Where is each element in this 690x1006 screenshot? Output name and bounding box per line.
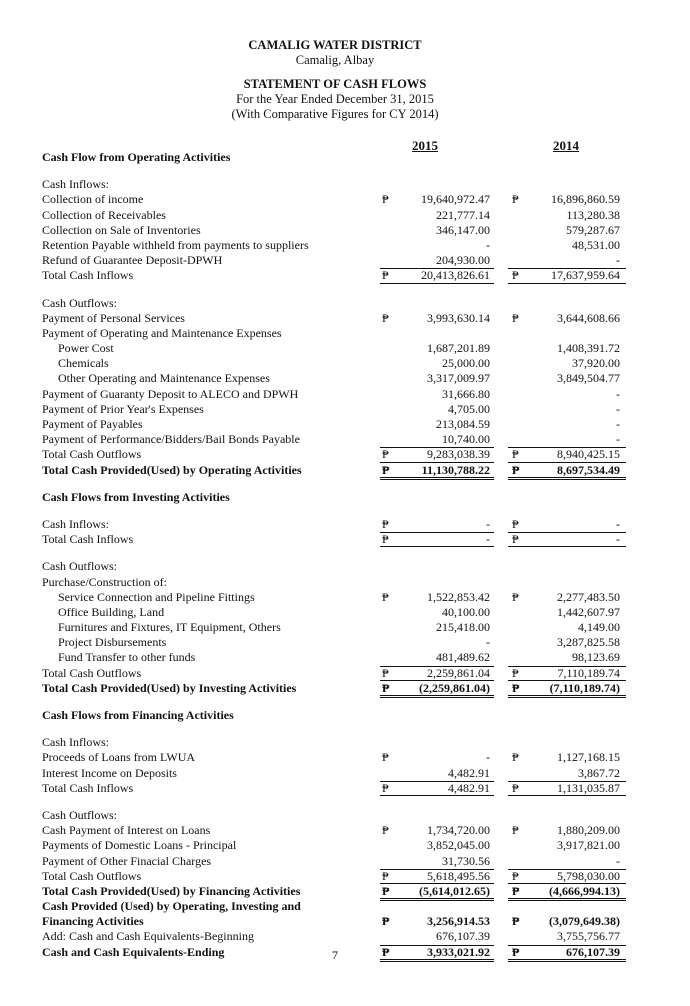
amount-2015: 215,418.00 bbox=[436, 620, 490, 635]
amount-2014: - bbox=[616, 516, 620, 531]
row-label: Collection of income bbox=[42, 192, 144, 207]
peso-sign: ₱ bbox=[512, 516, 519, 531]
amount-2014: (3,079,649.38) bbox=[549, 914, 620, 929]
row-label: Payment of Personal Services bbox=[42, 310, 185, 325]
statement-row bbox=[0, 517, 690, 532]
amount-2014: 2,277,483.50 bbox=[557, 589, 620, 604]
row-label: Total Cash Inflows bbox=[42, 532, 134, 547]
peso-sign: ₱ bbox=[512, 532, 519, 547]
statement-row bbox=[0, 417, 690, 432]
amount-2014: 48,531.00 bbox=[572, 237, 620, 252]
statement-row bbox=[0, 838, 690, 853]
peso-sign: ₱ bbox=[512, 665, 519, 680]
amount-2014: 5,798,030.00 bbox=[557, 868, 620, 883]
row-label: Cash Inflows: bbox=[42, 516, 109, 531]
row-label: Power Cost bbox=[58, 341, 114, 356]
amount-2015: - bbox=[486, 516, 490, 531]
peso-sign: ₱ bbox=[382, 823, 389, 838]
amount-2014: 3,849,504.77 bbox=[557, 371, 620, 386]
cash-flow-table bbox=[0, 150, 690, 960]
amount-2015: 25,000.00 bbox=[442, 356, 490, 371]
amount-2014: 3,755,756.77 bbox=[557, 929, 620, 944]
rule-line bbox=[508, 781, 626, 782]
statement-row bbox=[0, 808, 690, 823]
row-label: Total Cash Inflows bbox=[42, 780, 134, 795]
amount-2015: 3,852,045.00 bbox=[427, 838, 490, 853]
amount-2014: - bbox=[616, 432, 620, 447]
statement-row bbox=[0, 735, 690, 750]
row-label: Add: Cash and Cash Equivalents-Beginning bbox=[42, 929, 254, 944]
amount-2015: 213,084.59 bbox=[436, 417, 490, 431]
peso-sign: ₱ bbox=[512, 914, 520, 929]
page-number: 7 bbox=[332, 948, 338, 962]
amount-2015: 1,522,853.42 bbox=[427, 589, 490, 604]
row-label: Payment of Other Finacial Charges bbox=[42, 853, 212, 868]
row-spacer bbox=[0, 796, 690, 808]
statement-row bbox=[0, 681, 690, 696]
amount-2014: - bbox=[616, 417, 620, 431]
rule-line bbox=[508, 666, 626, 667]
row-spacer bbox=[0, 696, 690, 708]
row-label: Collection on Sale of Inventories bbox=[42, 222, 201, 237]
row-spacer bbox=[0, 284, 690, 296]
row-label: Collection of Receivables bbox=[42, 207, 166, 222]
amount-2015: 676,107.39 bbox=[436, 929, 490, 944]
rule-line bbox=[380, 869, 494, 870]
amount-2015: 4,482.91 bbox=[448, 780, 490, 795]
amount-2015: 3,993,630.14 bbox=[427, 310, 490, 325]
row-label: Cash Provided (Used) by Operating, Investing and bbox=[42, 899, 301, 914]
statement-row bbox=[0, 238, 690, 253]
amount-2015: 1,734,720.00 bbox=[427, 823, 490, 838]
amount-2015: - bbox=[486, 750, 490, 765]
statement-row bbox=[0, 341, 690, 356]
row-label: Chemicals bbox=[58, 356, 109, 371]
statement-row bbox=[0, 223, 690, 238]
amount-2014: 1,127,168.15 bbox=[557, 750, 620, 765]
column-header-2015: 2015 bbox=[412, 138, 438, 153]
row-label: Cash Outflows: bbox=[42, 559, 117, 574]
peso-sign: ₱ bbox=[382, 192, 389, 207]
statement-row bbox=[0, 823, 690, 838]
org-location: Camalig, Albay bbox=[295, 53, 375, 67]
amount-2015: 3,256,914.53 bbox=[427, 914, 490, 929]
peso-sign: ₱ bbox=[512, 868, 519, 883]
row-spacer bbox=[0, 165, 690, 177]
amount-2015: - bbox=[486, 635, 490, 650]
rule-line bbox=[508, 869, 626, 870]
statement-row bbox=[0, 532, 690, 547]
amount-2014: 16,896,860.59 bbox=[551, 192, 620, 207]
statement-row bbox=[0, 884, 690, 899]
rule-line bbox=[508, 268, 626, 269]
amount-2014: 3,287,825.58 bbox=[557, 635, 620, 650]
amount-2014: 113,280.38 bbox=[566, 207, 620, 222]
rule-line bbox=[508, 945, 626, 946]
peso-sign: ₱ bbox=[512, 589, 519, 604]
statement-row bbox=[0, 268, 690, 283]
row-label: Total Cash Provided(Used) by Investing Activities bbox=[42, 680, 297, 695]
amount-2014: 1,442,607.97 bbox=[557, 604, 620, 619]
amount-2015: 3,317,009.97 bbox=[427, 371, 490, 386]
statement-row bbox=[0, 296, 690, 311]
peso-sign: ₱ bbox=[382, 750, 389, 765]
statement-row bbox=[0, 432, 690, 447]
statement-row bbox=[0, 575, 690, 590]
statement-row bbox=[0, 854, 690, 869]
amount-2014: 37,920.00 bbox=[572, 356, 620, 371]
row-label: Furnitures and Fixtures, IT Equipment, Others bbox=[58, 620, 281, 635]
row-label: Other Operating and Maintenance Expenses bbox=[58, 371, 270, 386]
statement-row bbox=[0, 620, 690, 635]
row-label: Total Cash Outflows bbox=[42, 447, 142, 462]
row-label: Proceeds of Loans from LWUA bbox=[42, 750, 196, 765]
statement-row bbox=[0, 708, 690, 723]
row-label: Cash Outflows: bbox=[42, 295, 117, 310]
peso-sign: ₱ bbox=[382, 868, 389, 883]
peso-sign: ₱ bbox=[512, 462, 520, 477]
rule-line bbox=[508, 532, 626, 533]
row-label: Cash Inflows: bbox=[42, 177, 109, 192]
amount-2014: 1,131,035.87 bbox=[557, 780, 620, 795]
amount-2014: 1,880,209.00 bbox=[557, 823, 620, 838]
amount-2014: 676,107.39 bbox=[566, 944, 620, 959]
statement-row bbox=[0, 208, 690, 223]
statement-row bbox=[0, 402, 690, 417]
statement-row bbox=[0, 387, 690, 402]
row-spacer bbox=[0, 505, 690, 517]
row-label: Cash Flow from Operating Activities bbox=[42, 150, 231, 164]
amount-2015: (5,614,012.65) bbox=[419, 883, 490, 898]
amount-2014: 1,408,391.72 bbox=[557, 341, 620, 356]
row-spacer bbox=[0, 547, 690, 559]
row-label: Payment of Operating and Maintenance Expenses bbox=[42, 325, 282, 340]
row-label: Purchase/Construction of: bbox=[42, 574, 167, 589]
document-header bbox=[0, 38, 670, 122]
peso-sign: ₱ bbox=[512, 680, 520, 695]
amount-2015: (2,259,861.04) bbox=[419, 680, 490, 695]
statement-row bbox=[0, 781, 690, 796]
amount-2014: 7,110,189.74 bbox=[557, 665, 620, 680]
peso-sign: ₱ bbox=[512, 823, 519, 838]
statement-row bbox=[0, 899, 690, 914]
peso-sign: ₱ bbox=[382, 447, 389, 462]
row-label: Total Cash Inflows bbox=[42, 268, 134, 283]
amount-2014: (4,666,994.13) bbox=[549, 883, 620, 898]
statement-row bbox=[0, 650, 690, 665]
statement-row bbox=[0, 750, 690, 765]
amount-2014: 4,149.00 bbox=[578, 620, 620, 635]
peso-sign: ₱ bbox=[512, 883, 520, 898]
peso-sign: ₱ bbox=[382, 589, 389, 604]
rule-line bbox=[380, 781, 494, 782]
row-spacer bbox=[0, 478, 690, 490]
peso-sign: ₱ bbox=[382, 516, 389, 531]
amount-2015: 31,666.80 bbox=[442, 386, 490, 401]
amount-2015: 31,730.56 bbox=[442, 853, 490, 868]
amount-2014: 3,644,608.66 bbox=[557, 310, 620, 325]
statement-row bbox=[0, 463, 690, 478]
amount-2014: 3,867.72 bbox=[578, 765, 620, 780]
peso-sign: ₱ bbox=[512, 944, 520, 959]
amount-2015: 481,489.62 bbox=[436, 650, 490, 665]
peso-sign: ₱ bbox=[512, 268, 519, 283]
amount-2014: - bbox=[616, 532, 620, 547]
amount-2015: 4,705.00 bbox=[448, 401, 490, 416]
row-label: Payment of Payables bbox=[42, 417, 143, 431]
amount-2015: 11,130,788.22 bbox=[421, 462, 490, 477]
statement-row bbox=[0, 559, 690, 574]
peso-sign: ₱ bbox=[512, 310, 519, 325]
peso-sign: ₱ bbox=[382, 914, 390, 929]
row-label: Payment of Guaranty Deposit to ALECO and DPWH bbox=[42, 386, 299, 401]
amount-2015: 346,147.00 bbox=[436, 222, 490, 237]
row-label: Cash and Cash Equivalents-Ending bbox=[42, 944, 225, 959]
statement-row bbox=[0, 192, 690, 207]
row-label: Office Building, Land bbox=[58, 604, 165, 619]
row-label: Fund Transfer to other funds bbox=[58, 650, 196, 665]
statement-row bbox=[0, 914, 690, 929]
amount-2014: 98,123.69 bbox=[572, 650, 620, 665]
statement-row bbox=[0, 590, 690, 605]
amount-2015: - bbox=[486, 532, 490, 547]
peso-sign: ₱ bbox=[382, 310, 389, 325]
peso-sign: ₱ bbox=[382, 462, 390, 477]
amount-2015: 204,930.00 bbox=[436, 253, 490, 268]
row-label: Refund of Guarantee Deposit-DPWH bbox=[42, 253, 223, 268]
statement-row bbox=[0, 311, 690, 326]
row-label: Retention Payable withheld from payments to suppliers bbox=[42, 237, 309, 252]
amount-2014: - bbox=[616, 253, 620, 268]
statement-row bbox=[0, 929, 690, 944]
row-label: Project Disbursements bbox=[58, 635, 167, 650]
statement-row bbox=[0, 869, 690, 884]
amount-2015: 3,933,021.92 bbox=[427, 944, 490, 959]
row-label: Payment of Performance/Bidders/Bail Bonds Payable bbox=[42, 432, 300, 447]
rule-line bbox=[380, 268, 494, 269]
row-label: Cash Outflows: bbox=[42, 807, 117, 822]
statement-row bbox=[0, 150, 690, 165]
amount-2015: 4,482.91 bbox=[448, 765, 490, 780]
column-header-2014: 2014 bbox=[553, 138, 579, 153]
amount-2014: 3,917,821.00 bbox=[557, 838, 620, 853]
statement-period: For the Year Ended December 31, 2015 bbox=[236, 92, 434, 106]
peso-sign: ₱ bbox=[512, 750, 519, 765]
amount-2015: 9,283,038.39 bbox=[427, 447, 490, 462]
amount-2014: - bbox=[616, 401, 620, 416]
amount-2015: 40,100.00 bbox=[442, 604, 490, 619]
amount-2014: - bbox=[616, 386, 620, 401]
amount-2014: 8,697,534.49 bbox=[557, 462, 620, 477]
org-name: CAMALIG WATER DISTRICT bbox=[248, 38, 422, 52]
statement-row bbox=[0, 253, 690, 268]
row-label: Interest Income on Deposits bbox=[42, 765, 177, 780]
row-label: Total Cash Provided(Used) by Operating Activities bbox=[42, 462, 302, 477]
peso-sign: ₱ bbox=[382, 532, 389, 547]
row-label: Cash Flows from Financing Activities bbox=[42, 708, 234, 722]
rule-line bbox=[380, 945, 494, 946]
peso-sign: ₱ bbox=[382, 680, 390, 695]
statement-row bbox=[0, 635, 690, 650]
row-label: Payment of Prior Year's Expenses bbox=[42, 401, 204, 416]
rule-line bbox=[380, 666, 494, 667]
statement-row bbox=[0, 177, 690, 192]
amount-2015: - bbox=[486, 237, 490, 252]
rule-line bbox=[380, 532, 494, 533]
statement-comparative: (With Comparative Figures for CY 2014) bbox=[231, 107, 439, 121]
amount-2015: 5,618,495.56 bbox=[427, 868, 490, 883]
statement-row bbox=[0, 356, 690, 371]
statement-row bbox=[0, 447, 690, 462]
peso-sign: ₱ bbox=[382, 883, 390, 898]
amount-2015: 19,640,972.47 bbox=[421, 192, 490, 207]
peso-sign: ₱ bbox=[382, 780, 389, 795]
statement-row bbox=[0, 490, 690, 505]
amount-2015: 20,413,826.61 bbox=[421, 268, 490, 283]
statement-row bbox=[0, 326, 690, 341]
amount-2014: 8,940,425.15 bbox=[557, 447, 620, 462]
row-label: Total Cash Provided(Used) by Financing Activities bbox=[42, 883, 301, 898]
row-label: Service Connection and Pipeline Fittings bbox=[58, 589, 255, 604]
peso-sign: ₱ bbox=[512, 192, 519, 207]
rule-line bbox=[380, 447, 494, 448]
row-label: Financing Activities bbox=[42, 914, 144, 929]
peso-sign: ₱ bbox=[382, 665, 389, 680]
statement-row bbox=[0, 371, 690, 386]
row-spacer bbox=[0, 723, 690, 735]
row-label: Cash Payment of Interest on Loans bbox=[42, 823, 211, 838]
amount-2015: 1,687,201.89 bbox=[427, 341, 490, 356]
amount-2014: 17,637,959.64 bbox=[551, 268, 620, 283]
peso-sign: ₱ bbox=[382, 944, 390, 959]
statement-row bbox=[0, 605, 690, 620]
peso-sign: ₱ bbox=[382, 268, 389, 283]
statement-title: STATEMENT OF CASH FLOWS bbox=[243, 77, 427, 91]
peso-sign: ₱ bbox=[512, 780, 519, 795]
amount-2014: 579,287.67 bbox=[566, 222, 620, 237]
amount-2015: 10,740.00 bbox=[442, 432, 490, 447]
row-label: Total Cash Outflows bbox=[42, 665, 142, 680]
amount-2014: (7,110,189.74) bbox=[549, 680, 620, 695]
amount-2015: 221,777.14 bbox=[436, 207, 490, 222]
row-label: Cash Flows from Investing Activities bbox=[42, 489, 230, 504]
amount-2014: - bbox=[616, 853, 620, 868]
statement-row bbox=[0, 666, 690, 681]
statement-row bbox=[0, 766, 690, 781]
row-label: Cash Inflows: bbox=[42, 735, 109, 750]
peso-sign: ₱ bbox=[512, 447, 519, 462]
rule-line bbox=[508, 447, 626, 448]
row-label: Payments of Domestic Loans - Principal bbox=[42, 838, 237, 853]
row-label: Total Cash Outflows bbox=[42, 868, 142, 883]
amount-2015: 2,259,861.04 bbox=[427, 665, 490, 680]
